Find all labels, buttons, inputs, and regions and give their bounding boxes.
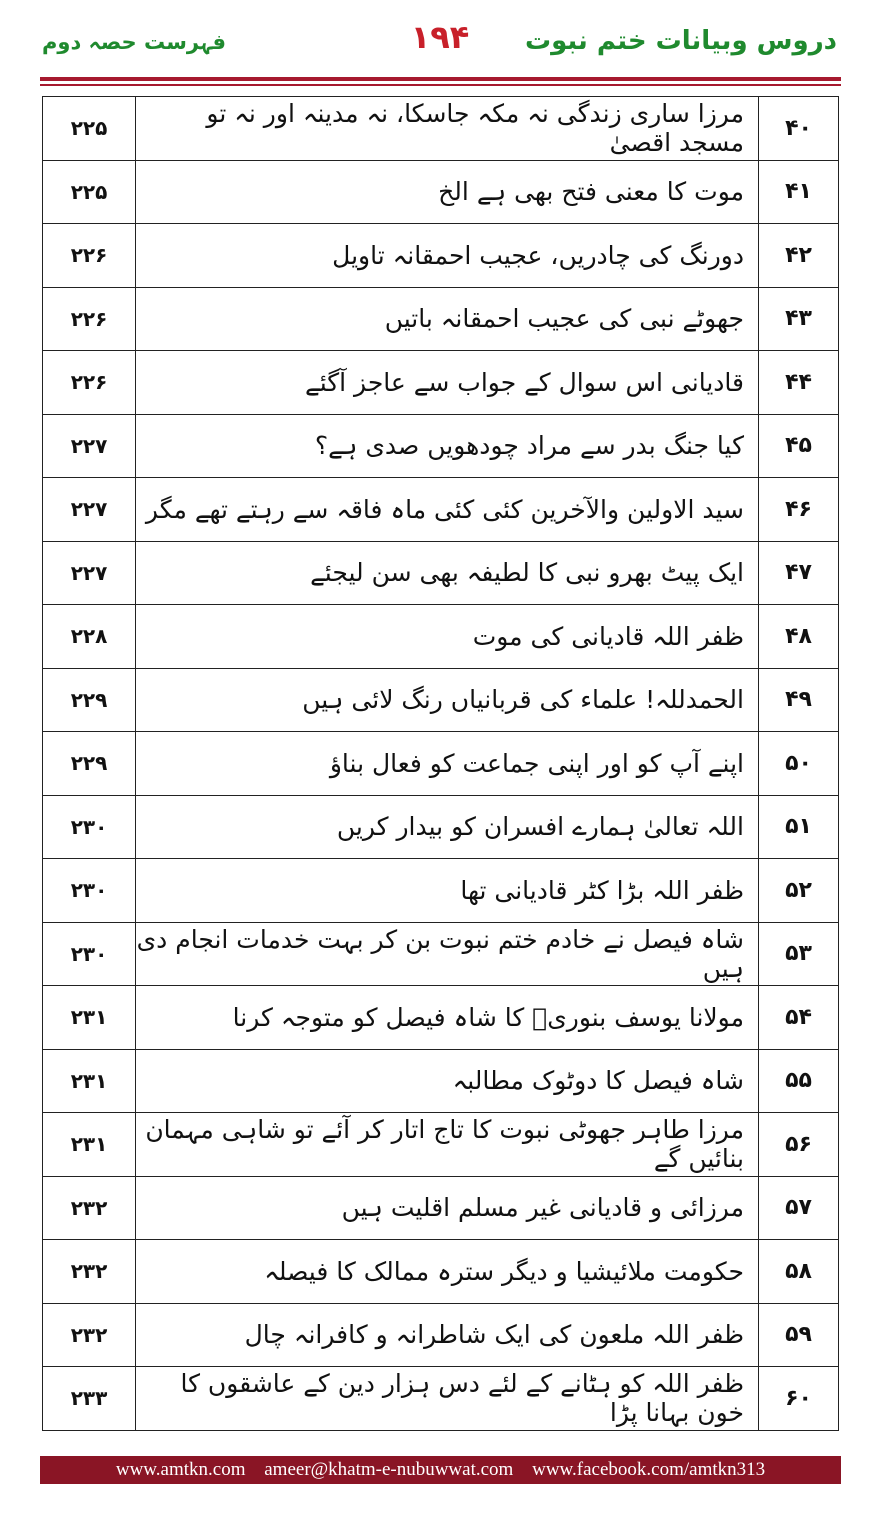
- page-ref: ۲۳۲: [43, 1176, 136, 1240]
- page-header: [0, 0, 881, 80]
- entry-title: ظفر اللہ قادیانی کی موت: [136, 605, 759, 669]
- entry-title: ظفر اللہ کو ہٹانے کے لئے دس ہزار دین کے عاشقوں کا خون بہانا پڑا: [136, 1367, 759, 1431]
- entry-number: ۵۰: [759, 732, 839, 796]
- entry-title: اپنے آپ کو اور اپنی جماعت کو فعال بناؤ: [136, 732, 759, 796]
- entry-number: ۵۴: [759, 986, 839, 1050]
- entry-number: ۴۰: [759, 97, 839, 161]
- entry-number: ۵۲: [759, 859, 839, 923]
- entry-title: دورنگ کی چادریں، عجیب احمقانہ تاویل: [136, 224, 759, 288]
- entry-title: ظفر اللہ بڑا کٹر قادیانی تھا: [136, 859, 759, 923]
- book-title: دروس وبیانات ختم نبوت: [525, 26, 837, 56]
- page-ref: ۲۲۶: [43, 224, 136, 288]
- table-row: [43, 414, 839, 478]
- page-ref: ۲۲۷: [43, 414, 136, 478]
- entry-number: ۴۹: [759, 668, 839, 732]
- page-ref: ۲۲۵: [43, 160, 136, 224]
- table-row: [43, 859, 839, 923]
- entry-title: موت کا معنی فتح بھی ہے الخ: [136, 160, 759, 224]
- page-ref: ۲۳۲: [43, 1303, 136, 1367]
- table-row: [43, 160, 839, 224]
- entry-number: ۵۳: [759, 922, 839, 986]
- page-ref: ۲۳۲: [43, 1240, 136, 1304]
- footer-website-link[interactable]: www.amtkn.com: [115, 1459, 246, 1480]
- page-ref: ۲۲۸: [43, 605, 136, 669]
- entry-title: جھوٹے نبی کی عجیب احمقانہ باتیں: [136, 287, 759, 351]
- table-row: [43, 605, 839, 669]
- table-row: [43, 1303, 839, 1367]
- entry-number: ۴۶: [759, 478, 839, 542]
- footer-facebook-link[interactable]: www.facebook.com/amtkn313: [532, 1459, 766, 1480]
- page-ref: ۲۲۶: [43, 287, 136, 351]
- entry-title: کیا جنگ بدر سے مراد چودھویں صدی ہے؟: [136, 414, 759, 478]
- footer-bar: [40, 1456, 841, 1484]
- entry-title: شاہ فیصل نے خادم ختم نبوت بن کر بہت خدمات انجام دی ہیں: [136, 922, 759, 986]
- table-row: [43, 1176, 839, 1240]
- entry-number: ۴۱: [759, 160, 839, 224]
- table-row: [43, 1240, 839, 1304]
- table-row: [43, 1367, 839, 1431]
- entry-number: ۶۰: [759, 1367, 839, 1431]
- entry-title: مرزائی و قادیانی غیر مسلم اقلیت ہیں: [136, 1176, 759, 1240]
- entry-title: ظفر اللہ ملعون کی ایک شاطرانہ و کافرانہ چال: [136, 1303, 759, 1367]
- entry-number: ۵۱: [759, 795, 839, 859]
- entry-title: مرزا طاہر جھوٹی نبوت کا تاج اتار کر آئے تو شاہی مہمان بنائیں گے: [136, 1113, 759, 1177]
- page-ref: ۲۳۰: [43, 922, 136, 986]
- table-row: [43, 795, 839, 859]
- entry-number: ۵۹: [759, 1303, 839, 1367]
- table-row: [43, 668, 839, 732]
- table-row: [43, 986, 839, 1050]
- header-rule-thick: [40, 77, 841, 81]
- table-row: [43, 351, 839, 415]
- entry-number: ۴۷: [759, 541, 839, 605]
- entry-title: الحمدللہ! علماء کی قربانیاں رنگ لائی ہیں: [136, 668, 759, 732]
- entry-number: ۴۴: [759, 351, 839, 415]
- page-ref: ۲۳۰: [43, 859, 136, 923]
- page-number: ۱۹۴: [410, 18, 470, 56]
- footer-email-link[interactable]: ameer@khatm-e-nubuwwat.com: [264, 1459, 514, 1480]
- table-row: [43, 1113, 839, 1177]
- entry-title: اللہ تعالیٰ ہمارے افسران کو بیدار کریں: [136, 795, 759, 859]
- entry-number: ۴۵: [759, 414, 839, 478]
- table-row: [43, 541, 839, 605]
- table-row: [43, 732, 839, 796]
- entry-number: ۵۷: [759, 1176, 839, 1240]
- page-ref: ۲۳۱: [43, 1049, 136, 1113]
- page-ref: ۲۲۷: [43, 541, 136, 605]
- header-rule-thin: [40, 84, 841, 86]
- table-of-contents: [42, 96, 839, 1431]
- entry-title: شاہ فیصل کا دوٹوک مطالبہ: [136, 1049, 759, 1113]
- page-ref: ۲۲۹: [43, 668, 136, 732]
- page-ref: ۲۳۰: [43, 795, 136, 859]
- section-title: فہرست حصہ دوم: [42, 30, 226, 54]
- entry-number: ۴۳: [759, 287, 839, 351]
- page-ref: ۲۳۱: [43, 1113, 136, 1177]
- page-ref: ۲۳۱: [43, 986, 136, 1050]
- table-row: [43, 1049, 839, 1113]
- page-ref: ۲۲۷: [43, 478, 136, 542]
- table-row: [43, 97, 839, 161]
- page-ref: ۲۲۹: [43, 732, 136, 796]
- page-ref: ۲۲۵: [43, 97, 136, 161]
- entry-number: ۴۸: [759, 605, 839, 669]
- entry-number: ۴۲: [759, 224, 839, 288]
- table-row: [43, 478, 839, 542]
- page-ref: ۲۲۶: [43, 351, 136, 415]
- table-row: [43, 922, 839, 986]
- entry-number: ۵۵: [759, 1049, 839, 1113]
- entry-number: ۵۸: [759, 1240, 839, 1304]
- entry-title: مولانا یوسف بنوریؒ کا شاہ فیصل کو متوجہ کرنا: [136, 986, 759, 1050]
- entry-title: ایک پیٹ بھرو نبی کا لطیفہ بھی سن لیجئے: [136, 541, 759, 605]
- entry-title: مرزا ساری زندگی نہ مکہ جاسکا، نہ مدینہ اور نہ تو مسجد اقصیٰ: [136, 97, 759, 161]
- entry-number: ۵۶: [759, 1113, 839, 1177]
- entry-title: قادیانی اس سوال کے جواب سے عاجز آگئے: [136, 351, 759, 415]
- entry-title: حکومت ملائیشیا و دیگر سترہ ممالک کا فیصلہ: [136, 1240, 759, 1304]
- table-row: [43, 224, 839, 288]
- entry-title: سید الاولین والآخرین کئی کئی ماہ فاقہ سے رہتے تھے مگر: [136, 478, 759, 542]
- table-row: [43, 287, 839, 351]
- page-ref: ۲۳۳: [43, 1367, 136, 1431]
